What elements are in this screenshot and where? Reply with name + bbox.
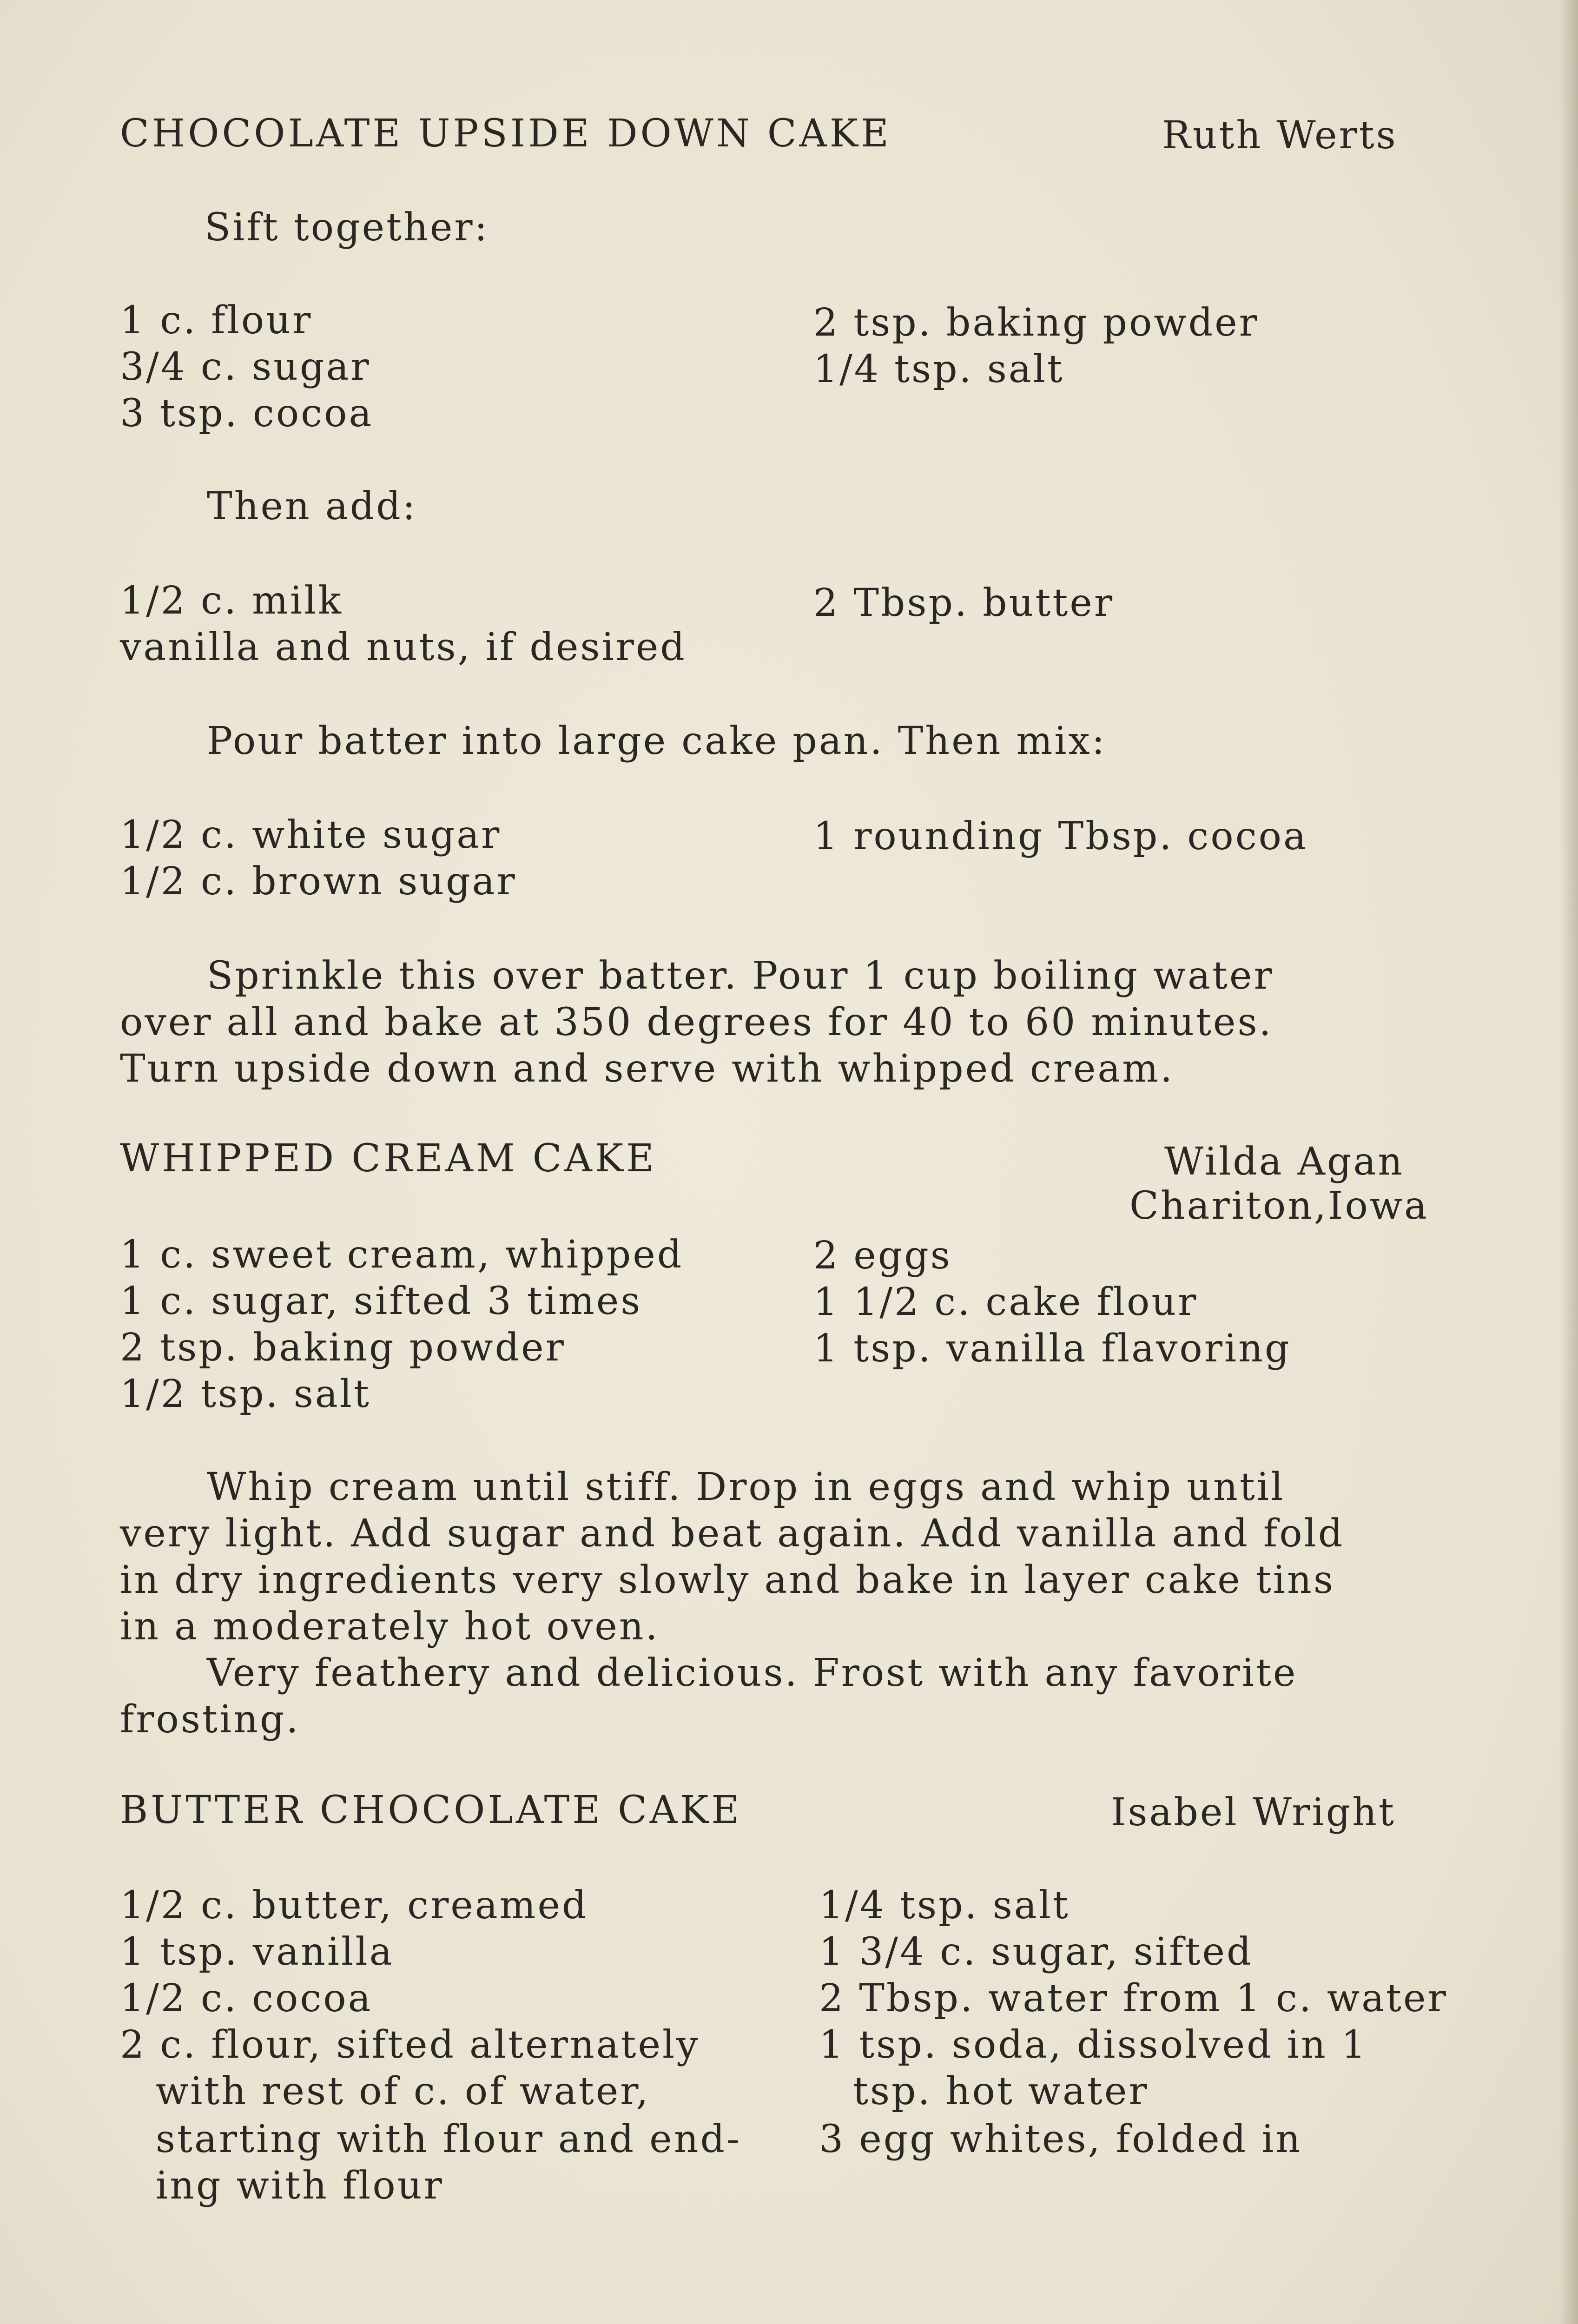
ingredient-item: 1/2 c. white sugar [120,813,502,857]
ingredient-item: 1 tsp. vanilla [120,1930,394,1974]
ingredient-item: 1/2 c. milk [120,579,343,623]
ingredient-item: 1/4 tsp. salt [819,1883,1070,1928]
ingredient-item: 1 1/2 c. cake flour [813,1280,1198,1324]
instruction-text: Then add: [207,484,417,528]
ingredient-item: 1/2 c. cocoa [120,1976,373,2020]
recipe-author: Isabel Wright [1111,1790,1396,1835]
direction-line: over all and bake at 350 degrees for 40 to 60 minutes. [120,1000,1273,1044]
ingredient-item: 1 tsp. vanilla flavoring [813,1327,1291,1371]
recipe-author: Wilda Agan [1164,1140,1405,1184]
ingredient-item: 1/2 c. brown sugar [120,859,517,904]
ingredient-item: 2 c. flour, sifted alternately [120,2023,700,2067]
recipe-location: Chariton,Iowa [1129,1184,1429,1228]
ingredient-item: starting with flour and end- [156,2117,741,2161]
ingredient-item: 1/4 tsp. salt [813,347,1064,391]
ingredient-item: 1 3/4 c. sugar, sifted [819,1930,1253,1974]
recipe-author: Ruth Werts [1162,113,1398,158]
ingredient-item: 3 egg whites, folded in [819,2117,1302,2161]
ingredient-item: 2 Tbsp. water from 1 c. water [819,1976,1448,2020]
recipe-title: CHOCOLATE UPSIDE DOWN CAKE [120,112,891,156]
ingredient-item: 1 rounding Tbsp. cocoa [813,814,1308,858]
ingredient-item: with rest of c. of water, [156,2069,650,2113]
ingredient-item: 2 eggs [813,1234,952,1278]
ingredient-item: 1 tsp. soda, dissolved in 1 [819,2023,1368,2067]
direction-line: very light. Add sugar and beat again. Add vanilla and fold [120,1512,1345,1556]
direction-line: Sprinkle this over batter. Pour 1 cup boiling water [207,954,1274,998]
ingredient-item: 2 tsp. baking powder [120,1326,566,1370]
direction-line: in dry ingredients very slowly and bake in layer cake tins [120,1558,1335,1602]
ingredient-item: vanilla and nuts, if desired [120,625,687,669]
recipe-title: BUTTER CHOCOLATE CAKE [120,1788,742,1832]
direction-line: frosting. [120,1697,300,1742]
ingredient-item: 1/2 tsp. salt [120,1372,371,1416]
page-edge-shadow [1559,0,1578,2324]
ingredient-item: 1 c. sugar, sifted 3 times [120,1279,642,1323]
ingredient-item: ing with flour [156,2164,444,2208]
ingredient-item: 3/4 c. sugar [120,345,371,389]
ingredient-item: 2 Tbsp. butter [813,581,1115,625]
ingredient-item: 1 c. sweet cream, whipped [120,1233,684,1277]
direction-line: in a moderately hot oven. [120,1604,660,1649]
instruction-text: Sift together: [205,205,489,250]
ingredient-item: 1/2 c. butter, creamed [120,1883,588,1928]
recipe-title: WHIPPED CREAM CAKE [120,1136,657,1181]
ingredient-item: 3 tsp. cocoa [120,391,374,436]
direction-line: Whip cream until stiff. Drop in eggs and whip until [207,1465,1285,1509]
ingredient-item: 2 tsp. baking powder [813,301,1259,345]
instruction-text: Pour batter into large cake pan. Then mix: [207,719,1107,763]
direction-line: Turn upside down and serve with whipped cream. [120,1047,1175,1091]
ingredient-item: 1 c. flour [120,298,313,343]
direction-line: Very feathery and delicious. Frost with any favorite [207,1651,1298,1695]
ingredient-item: tsp. hot water [853,2069,1149,2113]
